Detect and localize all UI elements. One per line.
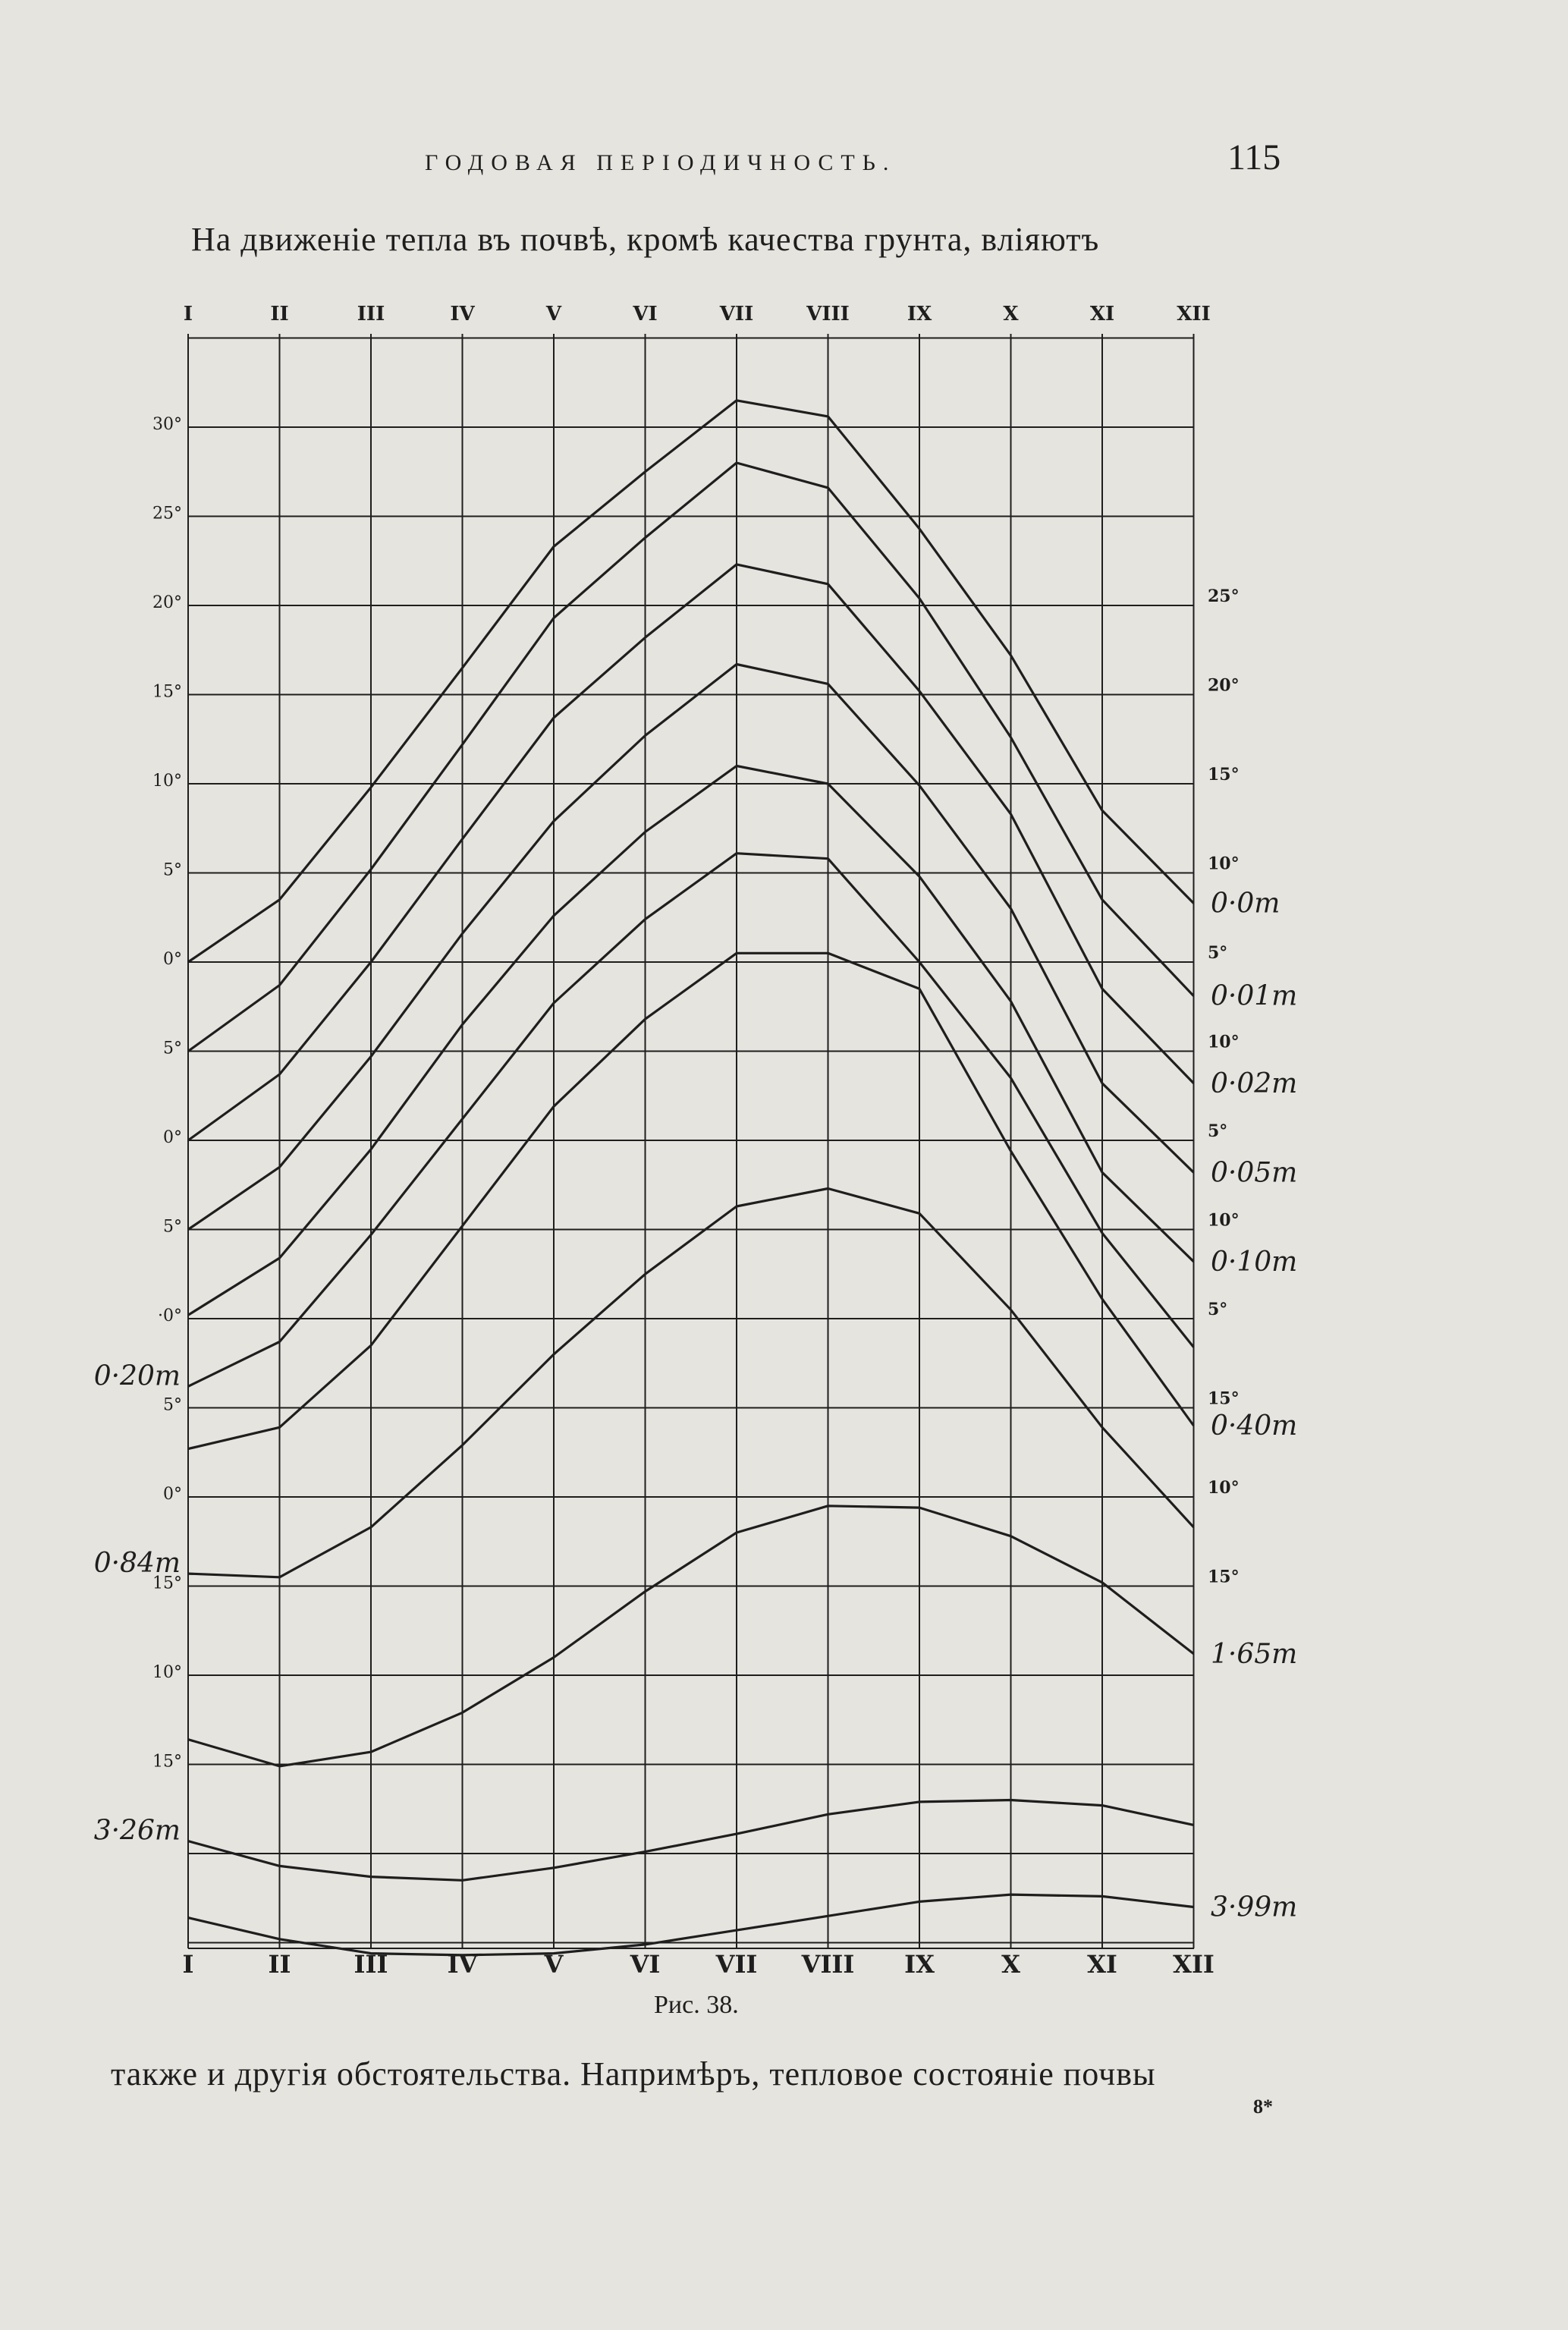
series-line [188, 1895, 1194, 1955]
series-line [188, 463, 1194, 1052]
month-label-top: IV [450, 303, 475, 325]
series-label: 0·40m [1211, 1410, 1298, 1442]
signature-mark: 8* [1253, 2096, 1273, 2118]
series-label: 0·20m [93, 1360, 181, 1392]
series-label: 1·65m [1211, 1638, 1298, 1670]
series-label: 0·05m [1211, 1157, 1298, 1189]
body-text-bottom: также и другія обстоятельства. Напримѣръ, тепловое состояніе почвы [111, 2055, 1156, 2093]
right-tick-label: 10° [1208, 1478, 1240, 1498]
left-tick-label: 10° [152, 772, 182, 791]
month-label-bottom: V [544, 1950, 564, 1979]
left-tick-label: 10° [152, 1663, 182, 1682]
series-label: 3·99m [1211, 1891, 1298, 1923]
left-tick-label: 5° [163, 860, 182, 880]
chart-series [188, 401, 1194, 1955]
month-label-top: X [1003, 303, 1019, 325]
left-tick-label: 5° [163, 1395, 182, 1415]
month-label-bottom: I [182, 1950, 194, 1979]
right-tick-label: 15° [1208, 765, 1240, 785]
left-tick-label: 15° [152, 1574, 182, 1593]
month-label-bottom: IX [904, 1950, 935, 1979]
month-label-top: VI [633, 303, 658, 325]
left-tick-label: 15° [152, 682, 182, 702]
chart-grid [188, 334, 1194, 1948]
left-tick-label: 15° [152, 1752, 182, 1772]
left-tick-label: 5° [163, 1039, 182, 1058]
right-tick-label: 25° [1208, 586, 1240, 606]
month-label-bottom: VIII [801, 1950, 855, 1979]
series-line [188, 564, 1194, 1140]
month-label-top: XI [1089, 303, 1115, 325]
right-tick-label: 5° [1208, 943, 1228, 963]
left-tick-label: 5° [163, 1217, 182, 1237]
series-label: 0·02m [1211, 1068, 1298, 1099]
figure-caption: Рис. 38. [654, 1991, 739, 2019]
month-label-bottom: IV [447, 1950, 478, 1979]
left-tick-label: 0° [163, 950, 182, 969]
left-tick-label: ·0° [158, 1306, 182, 1325]
right-tick-label: 20° [1208, 675, 1240, 696]
right-tick-label: 5° [1208, 1300, 1228, 1319]
right-tick-label: 10° [1208, 1032, 1240, 1052]
month-label-bottom: XI [1087, 1950, 1117, 1979]
running-title: ГОДОВАЯ ПЕРІОДИЧНОСТЬ. [425, 150, 897, 175]
series-line [188, 1800, 1194, 1881]
month-label-bottom: III [354, 1950, 388, 1979]
series-label: 3·26m [93, 1815, 181, 1847]
series-line [188, 766, 1194, 1316]
series-label: 0·01m [1211, 980, 1298, 1012]
right-tick-label: 10° [1208, 854, 1240, 874]
series-line [188, 953, 1194, 1448]
series-line [188, 665, 1194, 1230]
left-tick-label: 25° [152, 504, 182, 524]
left-tick-label: 0° [163, 1485, 182, 1504]
month-label-top: VIII [806, 303, 850, 325]
series-line [188, 854, 1194, 1387]
month-label-bottom: VI [630, 1950, 661, 1979]
right-tick-label: 15° [1208, 1388, 1240, 1409]
month-label-bottom: VII [715, 1950, 758, 1979]
left-tick-label: 30° [152, 415, 182, 434]
series-label: 0·84m [93, 1548, 181, 1580]
left-tick-label: 0° [163, 1128, 182, 1147]
series-line [188, 1189, 1194, 1577]
month-label-top: II [270, 303, 289, 325]
right-tick-label: 15° [1208, 1567, 1240, 1587]
month-label-top: VII [719, 303, 754, 325]
month-label-top: V [545, 303, 562, 325]
month-label-top: XII [1177, 303, 1211, 325]
month-label-bottom: X [1001, 1950, 1020, 1979]
left-tick-label: 20° [152, 593, 182, 612]
body-text-top: На движеніе тепла въ почвѣ, кромѣ качества грунта, вліяютъ [191, 221, 1100, 258]
month-label-top: III [357, 303, 385, 325]
month-label-bottom: II [268, 1950, 291, 1979]
month-label-top: IX [907, 303, 932, 325]
right-tick-label: 5° [1208, 1121, 1228, 1141]
series-label: 0·10m [1211, 1246, 1298, 1278]
series-label: 0·0m [1211, 888, 1280, 920]
page-number: 115 [1227, 137, 1281, 178]
month-label-top: I [183, 303, 193, 325]
month-label-bottom: XII [1173, 1950, 1214, 1979]
right-tick-label: 10° [1208, 1210, 1240, 1231]
